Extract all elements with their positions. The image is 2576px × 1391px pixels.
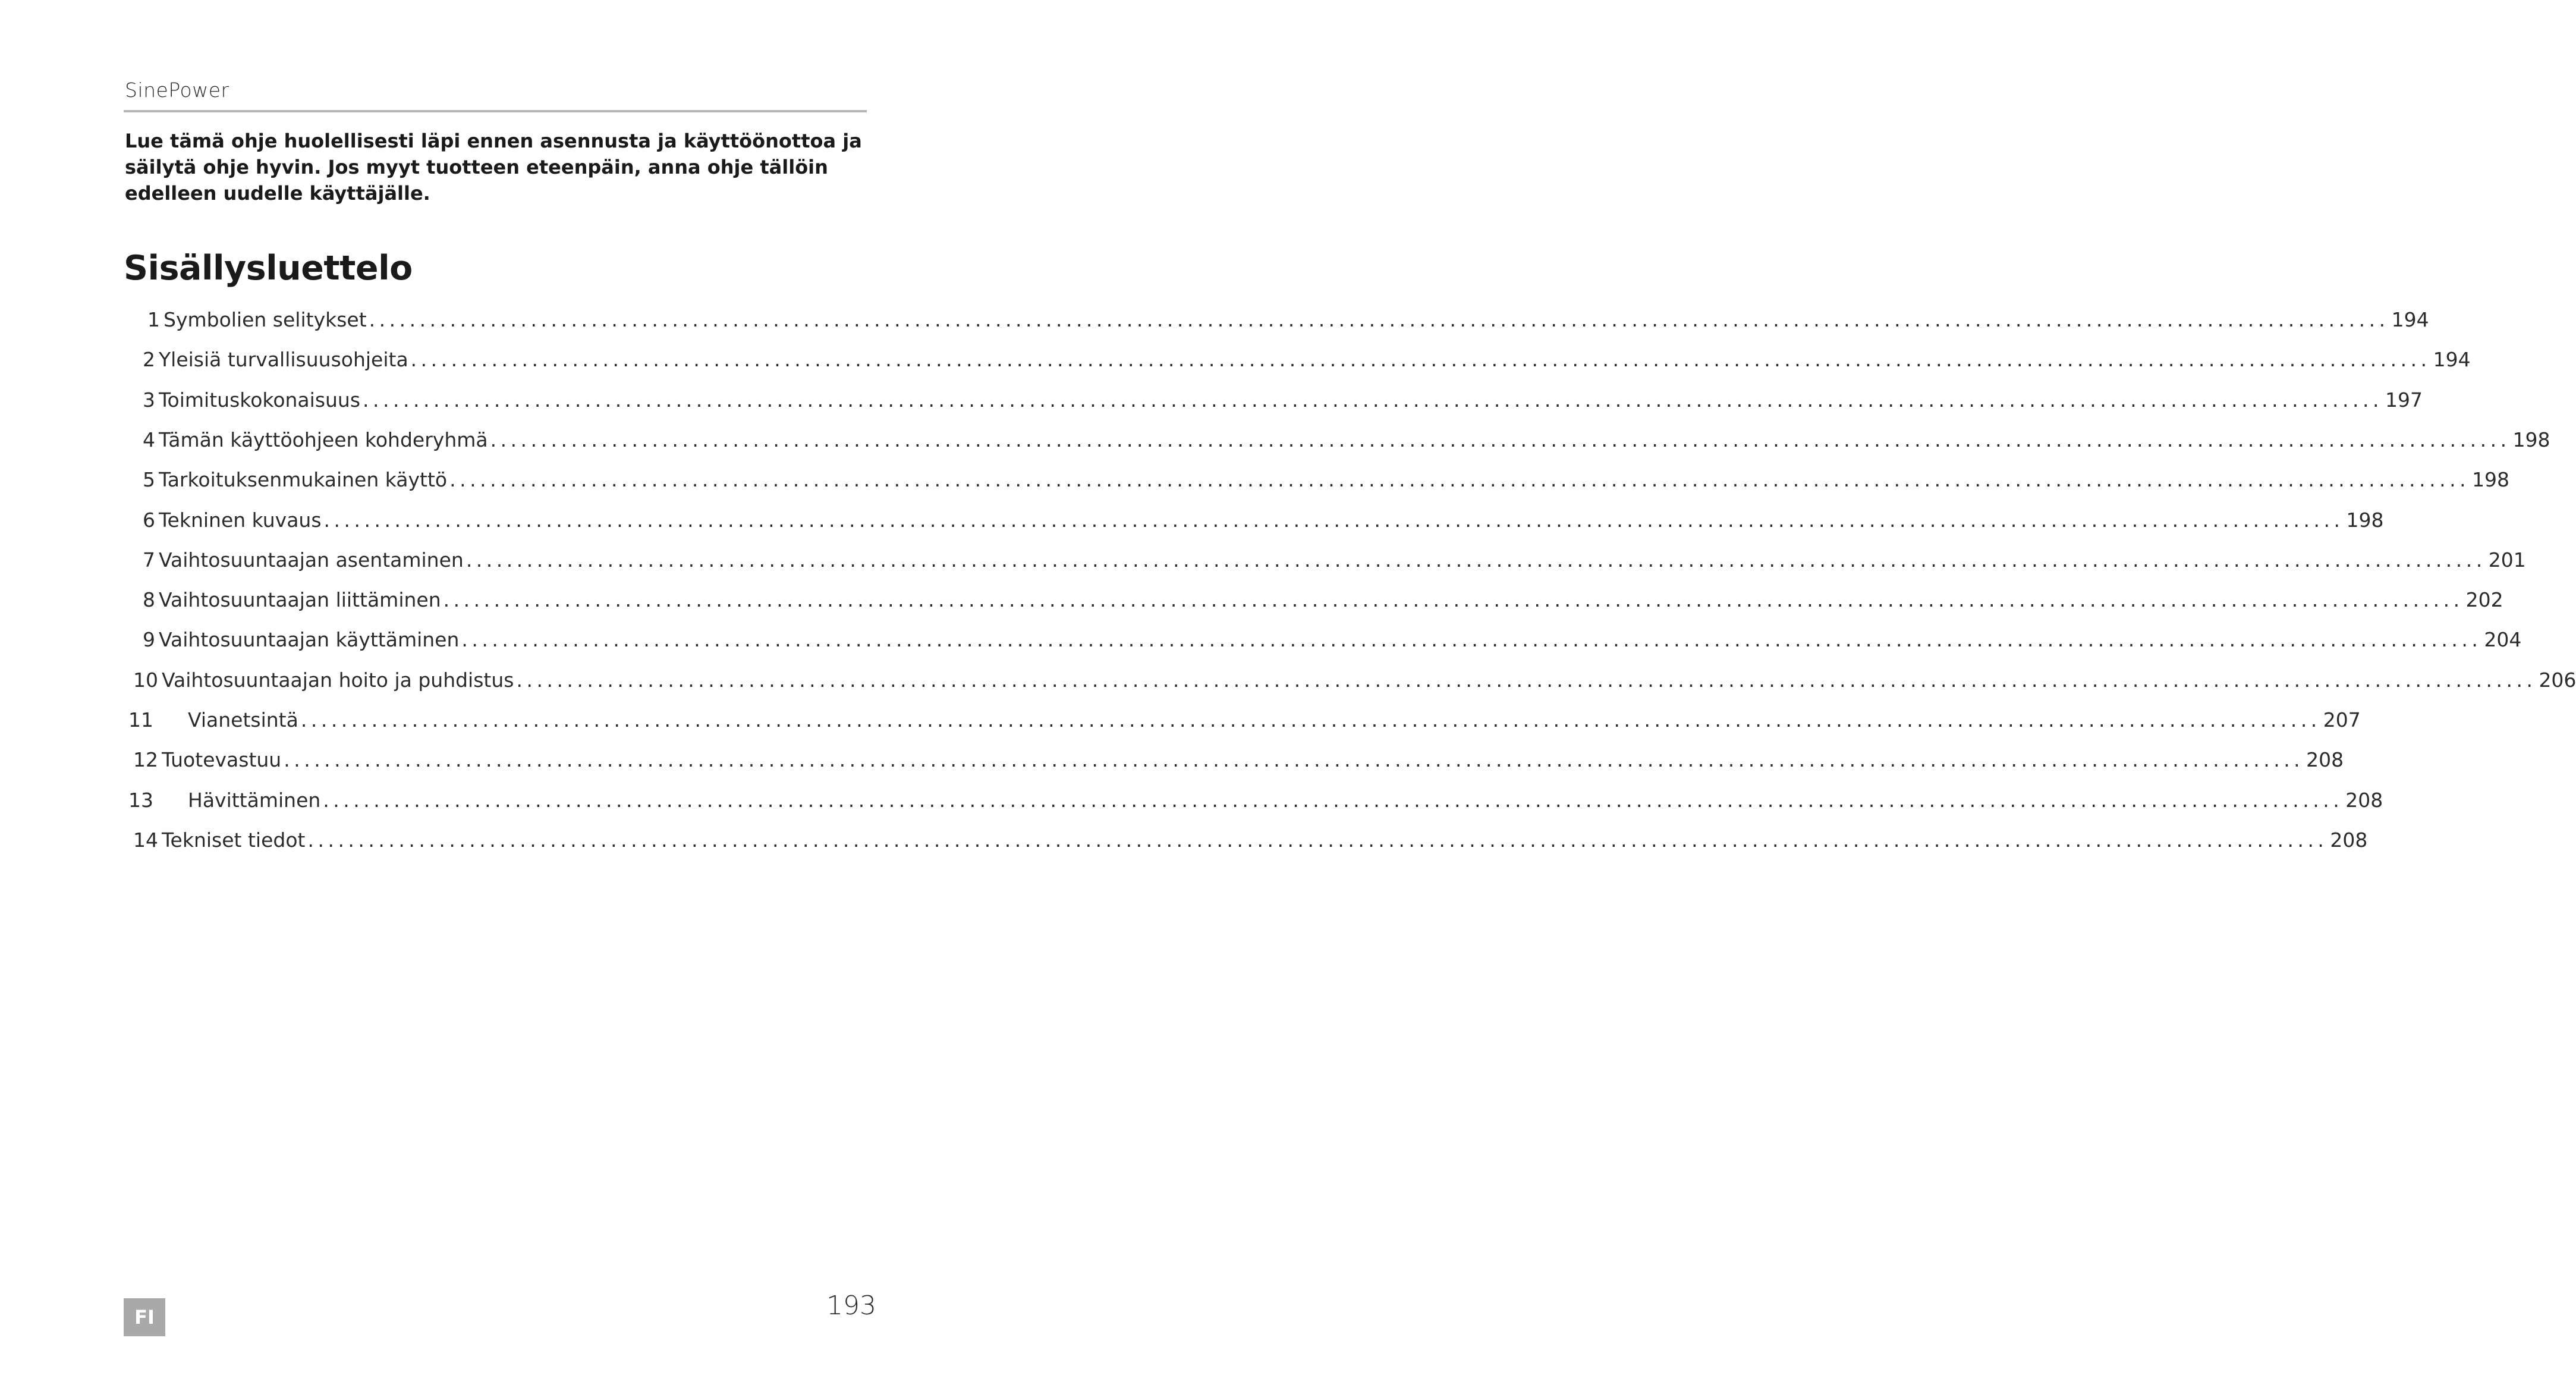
toc-entry-title: Tämän käyttöohjeen kohderyhmä <box>159 428 488 451</box>
toc-dot-leader: ........................................................................................................................................................................................................ <box>300 708 2321 731</box>
toc-entry[interactable] <box>133 668 2576 698</box>
toc-entry-title: Hävittäminen <box>188 788 321 812</box>
toc-entry-page: 202 <box>2465 588 2503 612</box>
toc-entry-title: Toimituskokonaisuus <box>159 388 361 412</box>
toc-dot-leader: ........................................................................................................................................................................................................ <box>461 628 2482 652</box>
toc-dot-leader: ........................................................................................................................................................................................................ <box>307 828 2328 852</box>
toc-entry-number: 7 <box>143 548 155 572</box>
toc-entry-page: 208 <box>2345 788 2383 812</box>
toc-entry-title: Tuotevastuu <box>162 748 282 772</box>
toc-entry[interactable] <box>133 828 2368 858</box>
toc-entry[interactable] <box>143 628 2522 658</box>
toc-dot-leader: ........................................................................................................................................................................................................ <box>323 788 2344 812</box>
toc-entry-page: 206 <box>2539 668 2576 692</box>
toc-dot-leader: ........................................................................................................................................................................................................ <box>284 748 2304 772</box>
page-number: 193 <box>826 1290 876 1321</box>
toc-heading: Sisällysluettelo <box>124 249 413 288</box>
toc-entry[interactable] <box>143 388 2423 418</box>
toc-entry-title: Vaihtosuuntaajan käyttäminen <box>159 628 460 652</box>
toc-entry-page: 198 <box>2512 428 2550 451</box>
toc-entry-title: Vaihtosuuntaajan hoito ja puhdistus <box>162 668 514 692</box>
toc-entry[interactable] <box>133 748 2344 778</box>
toc-entry-number: 6 <box>143 508 155 532</box>
toc-entry-title: Symbolien selitykset <box>163 308 367 331</box>
toc-dot-leader: ........................................................................................................................................................................................................ <box>465 548 2486 572</box>
toc-entry-page: 194 <box>2391 308 2429 331</box>
toc-dot-leader: ........................................................................................................................................................................................................ <box>363 388 2383 412</box>
toc-entry[interactable] <box>128 788 2383 818</box>
toc-entry-title: Vaihtosuuntaajan liittäminen <box>159 588 441 612</box>
toc-entry-page: 198 <box>2472 468 2510 492</box>
toc-entry-number: 2 <box>143 348 155 372</box>
toc-entry-number: 14 <box>133 828 158 852</box>
header-title: SinePower <box>125 79 229 102</box>
toc-entry-page: 201 <box>2488 548 2526 572</box>
toc-dot-leader: ........................................................................................................................................................................................................ <box>443 588 2464 612</box>
toc-entry-page: 198 <box>2346 508 2384 532</box>
intro-notice: Lue tämä ohje huolellisesti läpi ennen asennusta ja käyttöönottoa ja säilytä ohje hyvin. Jos myyt tuotteen eteenpäin, anna ohje tällöin edelleen uudelle käyttäjälle. <box>125 130 862 205</box>
toc-entry-title: Yleisiä turvallisuusohjeita <box>159 348 408 372</box>
toc-entry[interactable] <box>147 308 2429 338</box>
toc-entry-page: 208 <box>2330 828 2368 852</box>
toc-entry-title: Tarkoituksenmukainen käyttö <box>159 468 448 492</box>
header-divider <box>124 110 867 112</box>
toc-entry-title: Vaihtosuuntaajan asentaminen <box>159 548 464 572</box>
toc-dot-leader: ........................................................................................................................................................................................................ <box>449 468 2470 492</box>
toc-entry-number: 3 <box>143 388 155 412</box>
toc-entry[interactable] <box>143 468 2510 498</box>
toc-entry[interactable] <box>128 708 2361 738</box>
toc-entry[interactable] <box>143 548 2526 578</box>
language-badge: FI <box>124 1298 165 1336</box>
toc-entry-page: 197 <box>2385 388 2423 412</box>
toc-entry-page: 204 <box>2484 628 2522 652</box>
toc-entry-number: 11 <box>128 708 153 731</box>
toc-entry[interactable] <box>143 508 2384 538</box>
toc-entry-page: 194 <box>2433 348 2471 372</box>
toc-entry-number: 5 <box>143 468 155 492</box>
toc-entry[interactable] <box>143 348 2471 378</box>
toc-entry-number: 1 <box>147 308 160 331</box>
toc-entry-page: 207 <box>2323 708 2361 731</box>
toc-entry[interactable] <box>143 588 2503 618</box>
toc-dot-leader: ........................................................................................................................................................................................................ <box>410 348 2431 372</box>
toc-entry-number: 12 <box>133 748 158 772</box>
toc-dot-leader: ........................................................................................................................................................................................................ <box>323 508 2344 532</box>
toc-entry-number: 10 <box>133 668 158 692</box>
toc-entry-title: Tekninen kuvaus <box>159 508 322 532</box>
toc-dot-leader: ........................................................................................................................................................................................................ <box>369 308 2389 331</box>
toc-entry-number: 13 <box>128 788 153 812</box>
toc-entry-page: 208 <box>2306 748 2344 772</box>
toc-entry[interactable] <box>143 428 2550 458</box>
toc-dot-leader: ........................................................................................................................................................................................................ <box>490 428 2511 451</box>
toc-entry-number: 8 <box>143 588 155 612</box>
toc-entry-number: 9 <box>143 628 155 652</box>
toc-entry-number: 4 <box>143 428 155 451</box>
toc-entry-title: Vianetsintä <box>188 708 298 731</box>
toc-dot-leader: ........................................................................................................................................................................................................ <box>516 668 2537 692</box>
toc-entry-title: Tekniset tiedot <box>162 828 306 852</box>
